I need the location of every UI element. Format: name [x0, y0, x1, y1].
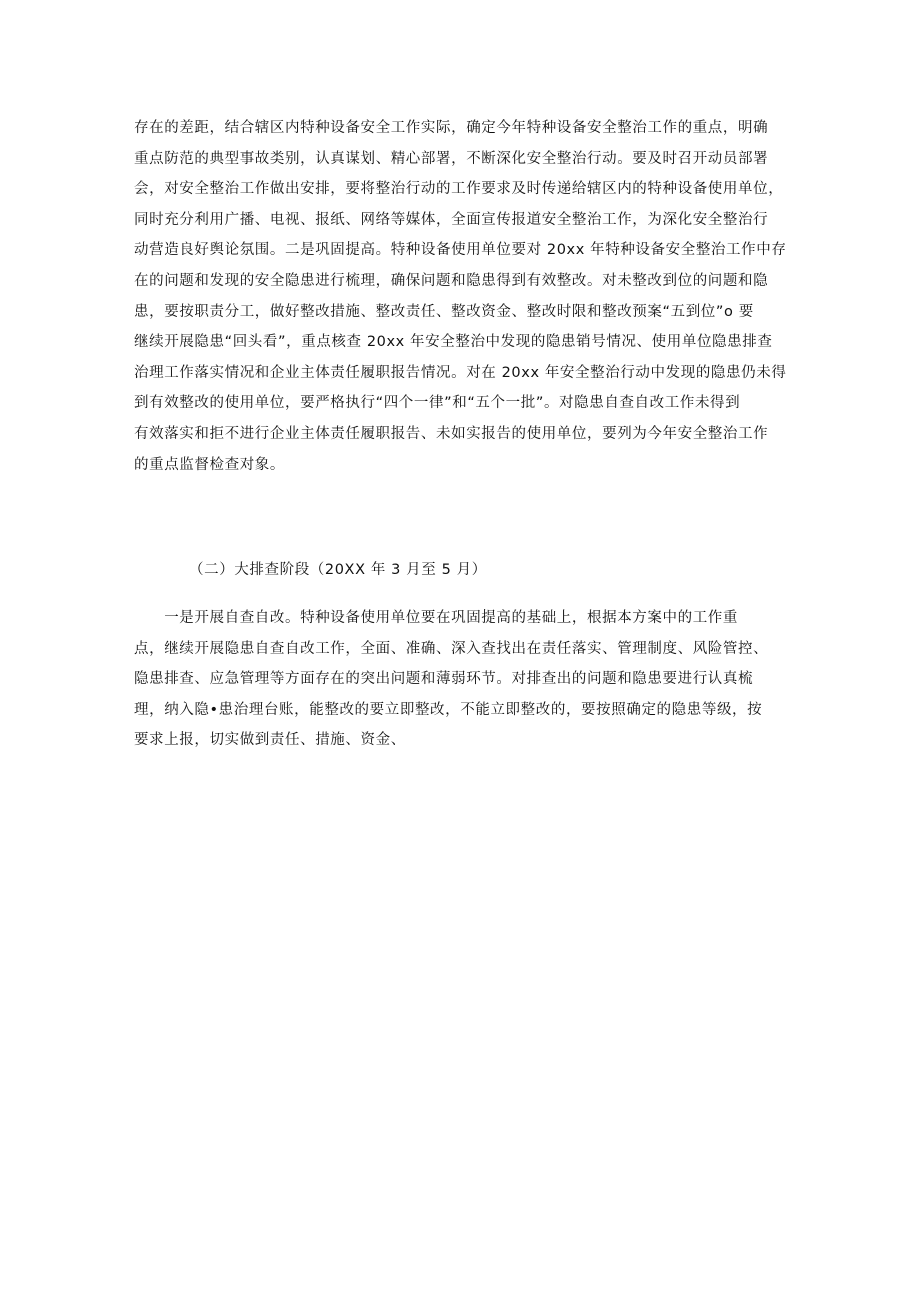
section-heading: （二）大排查阶段（20XX 年 3 月至 5 月） [189, 562, 487, 578]
text-line: 动营造良好舆论氛围。二是巩固提高。特种设备使用单位要对 20xx 年特种设备安全整治工作中存 [134, 242, 787, 259]
text-line: 同时充分利用广播、电视、报纸、网络等媒体，全面宣传报道安全整治工作，为深化安全整治行 [134, 211, 769, 228]
text-line: 有效落实和拒不进行企业主体责任履职报告、未如实报告的使用单位，要列为今年安全整治工作 [134, 425, 769, 442]
text-line: 治理工作落实情况和企业主体责任履职报告情况。对在 20xx 年安全整治行动中发现的隐患仍未得 [134, 364, 787, 381]
paragraph-continued [134, 113, 794, 480]
text-line: 要求上报，切实做到责任、措施、资金、 [134, 732, 406, 749]
text-line: 在的问题和发现的安全隐患进行梳理，确保问题和隐患得到有效整改。对未整改到位的问题和隐 [134, 272, 769, 289]
text-line: 会，对安全整治工作做出安排，要将整治行动的工作要求及时传递给辖区内的特种设备使用单位， [134, 181, 784, 198]
text-line: 隐患排查、应急管理等方面存在的突出问题和薄弱环节。对排查出的问题和隐患要进行认真梳 [134, 671, 754, 688]
text-line: 的重点监督检查对象。 [134, 456, 285, 473]
text-line: 存在的差距，结合辖区内特种设备安全工作实际，确定今年特种设备安全整治工作的重点，明确 [134, 120, 769, 136]
paragraph-self-inspection [134, 603, 794, 756]
text-line: 点，继续开展隐患自查自改工作，全面、准确、深入查找出在责任落实、管理制度、风险管控、 [134, 640, 769, 657]
text-line: 一是开展自查自改。特种设备使用单位要在巩固提高的基础上，根据本方案中的工作重 [134, 610, 738, 626]
text-line: 理，纳入隐•患治理台账，能整改的要立即整改，不能立即整改的，要按照确定的隐患等级，按 [134, 701, 763, 718]
text-line: 到有效整改的使用单位，要严格执行“四个一律”和“五个一批”。对隐患自查自改工作未得到 [134, 395, 741, 412]
text-line: 患，要按职责分工，做好整改措施、整改责任、整改资金、整改时限和整改预案“五到位”o 要 [134, 303, 754, 320]
text-line: 继续开展隐患“回头看”，重点核查 20xx 年安全整治中发现的隐患销号情况、使用单位隐患排查 [134, 334, 773, 351]
text-line: 重点防范的典型事故类别，认真谋划、精心部署，不断深化安全整治行动。要及时召开动员部署 [134, 150, 769, 167]
